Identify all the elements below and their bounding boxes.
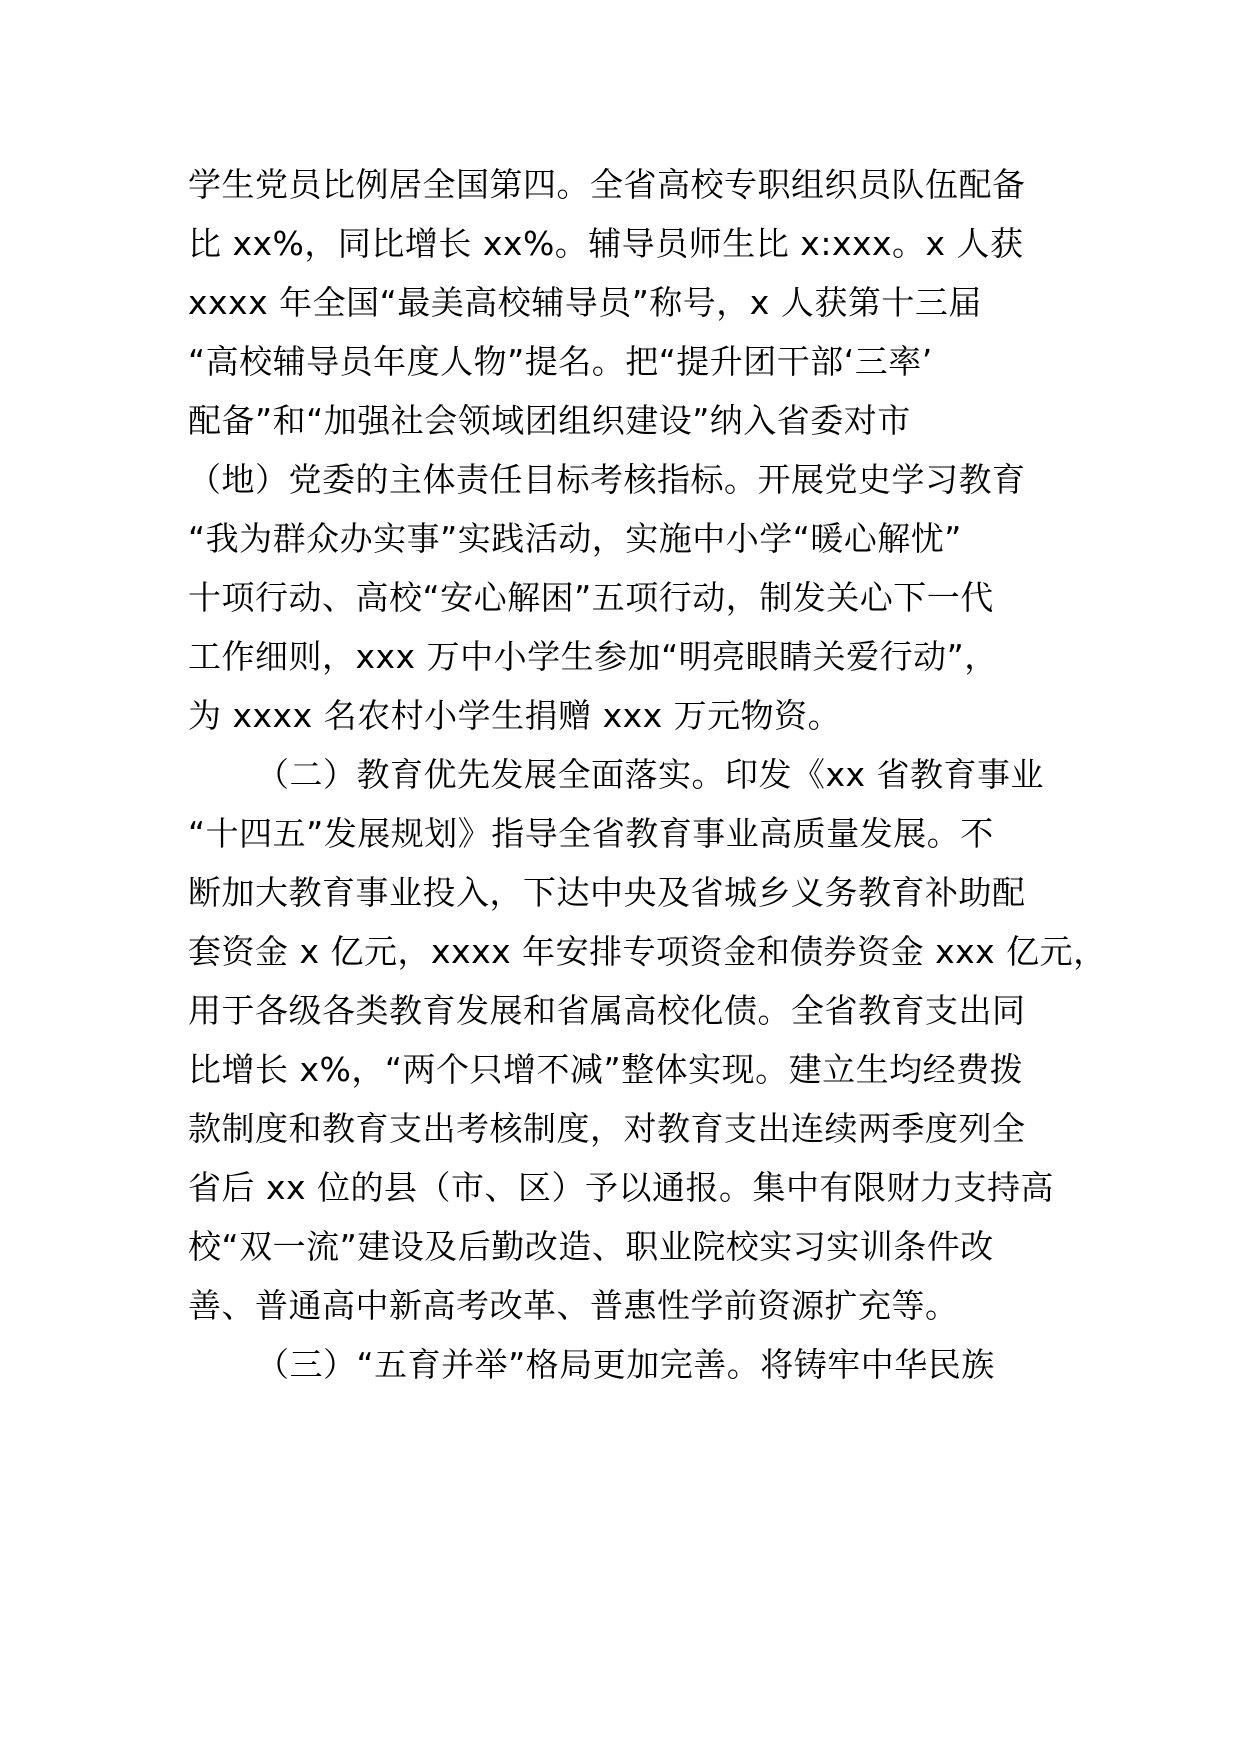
body-line: 用于各级各类教育发展和省属高校化债。全省教育支出同 <box>188 991 1026 1030</box>
body-line: xxxx 年全国“最美高校辅导员”称号，x 人获第十三届 <box>188 283 982 322</box>
body-line: 套资金 x 亿元，xxxx 年安排专项资金和债券资金 xxx 亿元， <box>188 932 1107 971</box>
body-line: 比增长 x%，“两个只增不减”整体实现。建立生均经费拨 <box>188 1050 1024 1089</box>
body-line: 学生党员比例居全国第四。全省高校专职组织员队伍配备 <box>188 165 1026 204</box>
section-heading-line: （二）教育优先发展全面落实。印发《xx 省教育事业 <box>256 755 1045 794</box>
body-line: 配备”和“加强社会领域团组织建设”纳入省委对市 <box>188 401 911 440</box>
body-line: 省后 xx 位的县（市、区）予以通报。集中有限财力支持高 <box>188 1168 1055 1207</box>
body-line: （地）党委的主体责任目标考核指标。开展党史学习教育 <box>188 460 1026 499</box>
body-line: 比 xx%，同比增长 xx%。辅导员师生比 x:xxx。x 人获 <box>188 224 1024 263</box>
body-line: 断加大教育事业投入，下达中央及省城乡义务教育补助配 <box>188 873 1026 912</box>
body-line: 款制度和教育支出考核制度，对教育支出连续两季度列全 <box>188 1109 1026 1148</box>
body-line: “我为群众办实事”实践活动，实施中小学“暖心解忧” <box>188 519 962 558</box>
body-line: 十项行动、高校“安心解困”五项行动，制发关心下一代 <box>188 578 994 617</box>
section-heading-line: （三）“五育并举”格局更加完善。将铸牢中华民族 <box>256 1345 995 1384</box>
body-line: “十四五”发展规划》指导全省教育事业高质量发展。不 <box>188 814 994 853</box>
body-line: 善、普通高中新高考改革、普惠性学前资源扩充等。 <box>188 1286 959 1325</box>
body-line: 工作细则，xxx 万中小学生参加“明亮眼睛关爱行动”， <box>188 637 998 676</box>
body-line: “高校辅导员年度人物”提名。把“提升团干部‘三率’ <box>188 342 933 381</box>
body-line: 校“双一流”建设及后勤改造、职业院校实习实训条件改 <box>188 1227 994 1266</box>
body-line: 为 xxxx 名农村小学生捐赠 xxx 万元物资。 <box>188 696 842 735</box>
